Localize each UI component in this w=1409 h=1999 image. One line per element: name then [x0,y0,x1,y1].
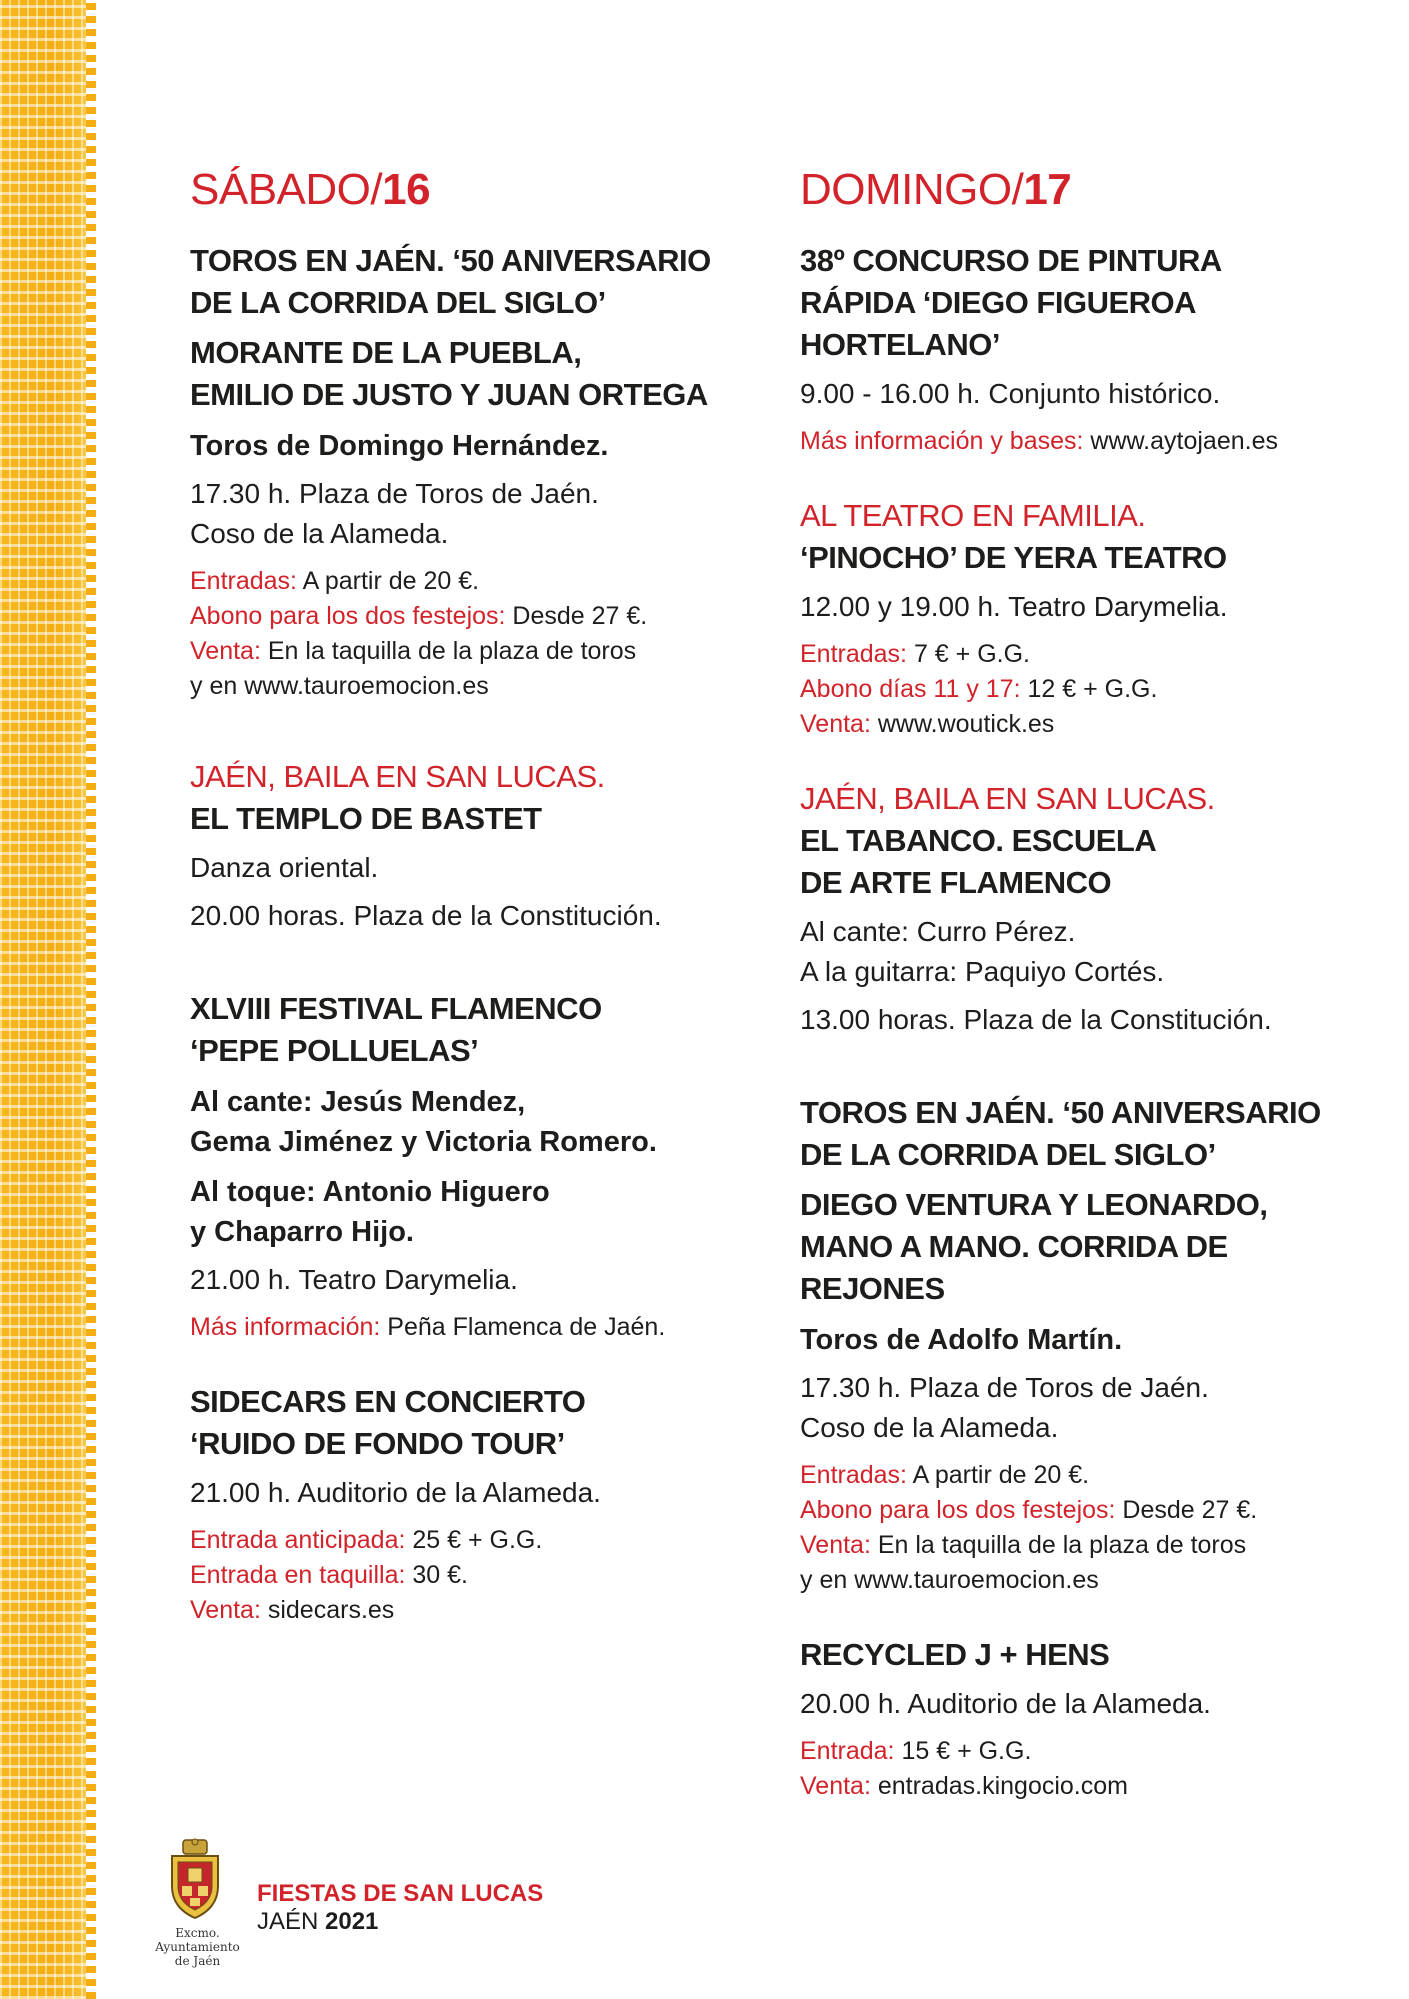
info-line: Entradas: A partir de 20 €. [190,567,480,595]
event-title: EL TABANCO. ESCUELA DE ARTE FLAMENCO [800,823,1157,900]
event-festival-flamenco [190,988,730,1345]
crest-caption: Excmo. Ayuntamiento de Jaén [155,1926,240,1968]
info-line: Abono para los dos festejos: Desde 27 €. [190,602,648,630]
event-description: Danza oriental. [190,852,379,883]
info-line: Entrada anticipada: 25 € + G.G. [190,1526,543,1554]
info-line: Entrada: 15 € + G.G. [800,1737,1032,1765]
event-title: RECYCLED J + HENS [800,1637,1110,1672]
event-title: SIDECARS EN CONCIERTO ‘RUIDO DE FONDO TOUR’ [190,1384,586,1461]
event-time-venue: 17.30 h. Plaza de Toros de Jaén. Coso de la Alameda. [800,1372,1209,1443]
day-heading [800,165,1340,214]
event-singers: Al cante: Jesús Mendez, Gema Jiménez y Victoria Romero. [190,1086,657,1158]
event-recycled-j [800,1634,1340,1804]
info-line: Entradas: A partir de 20 €. [800,1461,1090,1489]
festival-name: FIESTAS DE SAN LUCAS [257,1880,544,1907]
event-time-venue: 21.00 h. Teatro Darymelia. [190,1264,518,1295]
event-kicker: JAÉN, BAILA EN SAN LUCAS. [190,759,605,794]
event-sidecars [190,1381,730,1628]
column-sunday [800,160,1340,1804]
info-line: Venta: www.woutick.es [800,710,1055,738]
info-line: Entrada en taquilla: 30 €. [190,1561,468,1589]
event-bulls: Toros de Domingo Hernández. [190,430,609,462]
event-time-venue: 21.00 h. Auditorio de la Alameda. [190,1477,601,1508]
day-number: 16 [382,165,431,214]
event-lineup: DIEGO VENTURA Y LEONARDO, MANO A MANO. CORRIDA DE REJONES [800,1187,1268,1306]
info-line: Venta: entradas.kingocio.com [800,1772,1128,1800]
festival-branding [257,1880,543,1936]
event-guitar: Al toque: Antonio Higuero y Chaparro Hijo. [190,1176,550,1248]
event-bulls: Toros de Adolfo Martín. [800,1324,1123,1356]
info-line: y en www.tauroemocion.es [800,1566,1099,1594]
event-time-venue: 17.30 h. Plaza de Toros de Jaén. Coso de la Alameda. [190,478,599,549]
info-line: Venta: sidecars.es [190,1596,395,1624]
event-title: 38º CONCURSO DE PINTURA RÁPIDA ‘DIEGO FIGUEROA HORTELANO’ [800,243,1222,362]
info-line: Más información: Peña Flamenca de Jaén. [190,1313,666,1341]
event-title: TOROS EN JAÉN. ‘50 ANIVERSARIO DE LA CORRIDA DEL SIGLO’ [190,243,711,320]
event-time-venue: 12.00 y 19.00 h. Teatro Darymelia. [800,591,1228,622]
event-time-venue: 9.00 - 16.00 h. Conjunto histórico. [800,378,1221,409]
event-artists: Al cante: Curro Pérez. A la guitarra: Paquiyo Cortés. [800,916,1165,987]
event-toros-sunday [800,1092,1340,1598]
event-title: TOROS EN JAÉN. ‘50 ANIVERSARIO DE LA CORRIDA DEL SIGLO’ [800,1095,1321,1172]
info-line: Entradas: 7 € + G.G. [800,640,1030,668]
event-lineup: MORANTE DE LA PUEBLA, EMILIO DE JUSTO Y JUAN ORTEGA [190,335,708,412]
info-line: y en www.tauroemocion.es [190,672,489,700]
event-toros-saturday [190,240,730,704]
festival-edition: JAÉN 2021 [257,1908,379,1935]
column-saturday [190,160,730,1628]
day-number: 17 [1023,165,1072,214]
info-line: Más información y bases: www.aytojaen.es [800,427,1278,455]
event-pinocho [800,495,1340,742]
info-line: Venta: En la taquilla de la plaza de toros [800,1531,1247,1559]
info-line: Abono para los dos festejos: Desde 27 €. [800,1496,1258,1524]
event-kicker: JAÉN, BAILA EN SAN LUCAS. [800,781,1215,816]
day-heading [190,165,730,214]
event-title: EL TEMPLO DE BASTET [190,801,542,836]
event-time-venue: 20.00 horas. Plaza de la Constitución. [190,900,662,931]
day-name: DOMINGO/ [800,165,1024,214]
info-line: Abono días 11 y 17: 12 € + G.G. [800,675,1158,703]
crest-icon [166,1838,224,1922]
event-title: ‘PINOCHO’ DE YERA TEATRO [800,540,1227,575]
event-templo-bastet [190,756,730,936]
day-name: SÁBADO/ [190,165,383,214]
event-time-venue: 13.00 horas. Plaza de la Constitución. [800,1004,1272,1035]
event-title: XLVIII FESTIVAL FLAMENCO ‘PEPE POLLUELAS’ [190,991,602,1068]
event-time-venue: 20.00 h. Auditorio de la Alameda. [800,1688,1211,1719]
decorative-stripe [0,0,96,1999]
event-kicker: AL TEATRO EN FAMILIA. [800,498,1146,533]
event-concurso-pintura [800,240,1340,459]
event-tabanco [800,778,1340,1040]
info-line: Venta: En la taquilla de la plaza de toros [190,637,637,665]
